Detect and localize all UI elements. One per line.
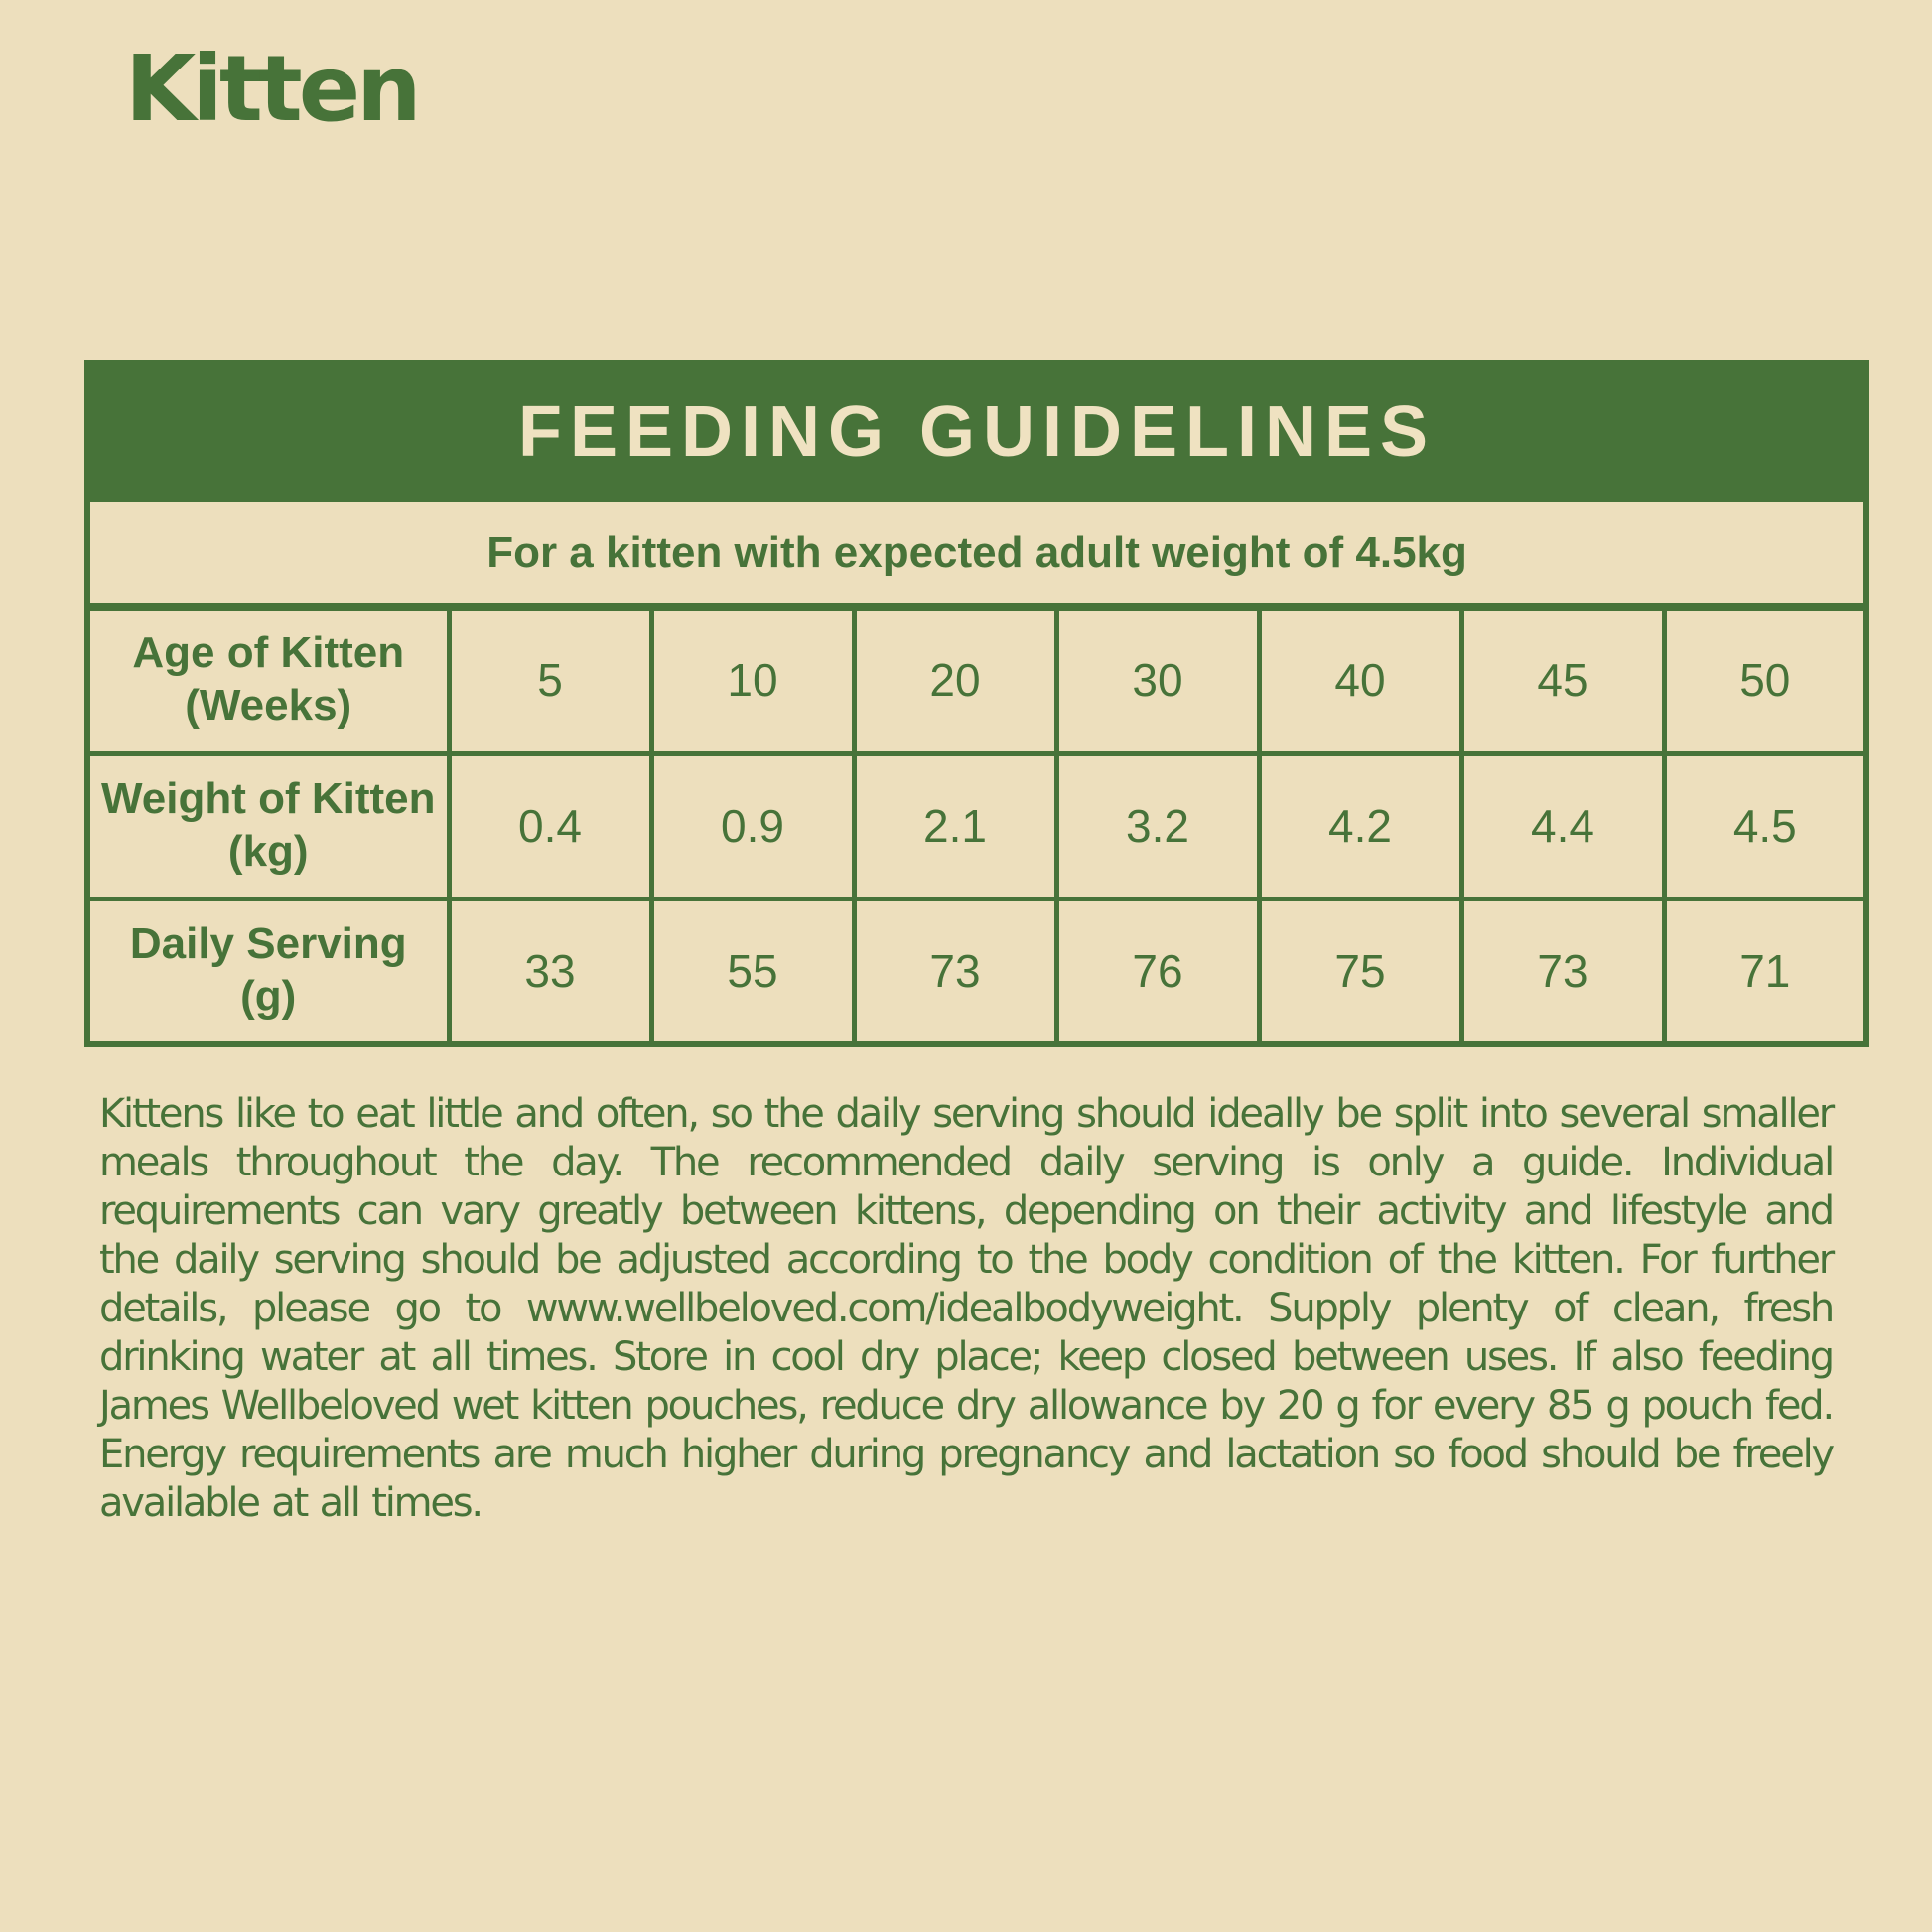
value-cell: 55 — [651, 898, 854, 1044]
row-label-age — [87, 607, 449, 753]
value-cell: 3.2 — [1056, 753, 1259, 898]
value-cell: 50 — [1664, 607, 1866, 753]
table-row-serving — [87, 898, 1866, 1044]
table-subtitle: For a kitten with expected adult weight of 4.5kg — [87, 500, 1866, 608]
value-cell: 71 — [1664, 898, 1866, 1044]
table-header-row — [87, 363, 1866, 500]
value-cell: 75 — [1259, 898, 1461, 1044]
value-cell: 5 — [449, 607, 651, 753]
value-cell: 0.9 — [651, 753, 854, 898]
value-cell: 40 — [1259, 607, 1461, 753]
value-cell: 0.4 — [449, 753, 651, 898]
table-subheader-row — [87, 500, 1866, 608]
table-row-weight — [87, 753, 1866, 898]
value-cell: 4.5 — [1664, 753, 1866, 898]
value-cell: 4.4 — [1461, 753, 1664, 898]
row-label-serving — [87, 898, 449, 1044]
row-label-weight — [87, 753, 449, 898]
value-cell: 33 — [449, 898, 651, 1044]
row-label-line2: (g) — [240, 972, 297, 1022]
table-title: FEEDING GUIDELINES — [87, 363, 1866, 500]
value-cell: 30 — [1056, 607, 1259, 753]
value-cell: 73 — [854, 898, 1056, 1044]
feeding-guidelines-table — [84, 360, 1869, 1047]
table-row-age — [87, 607, 1866, 753]
row-label-line2: (Weeks) — [185, 681, 352, 731]
value-cell: 20 — [854, 607, 1056, 753]
value-cell: 2.1 — [854, 753, 1056, 898]
value-cell: 45 — [1461, 607, 1664, 753]
page-title: Kitten — [125, 36, 418, 142]
value-cell: 76 — [1056, 898, 1259, 1044]
row-label-line1: Age of Kitten — [132, 628, 405, 678]
row-label-line2: (kg) — [227, 826, 309, 876]
feeding-notes: Kittens like to eat little and often, so the daily serving should ideally be split into several smaller meals throughout the day. The recommended daily serving is only a guide. Individual requirements can vary greatly between kittens, depending on their activity and lifestyle and the daily serving should be adjusted according to the body condition of the kitten. For further details, please go to www.wellbeloved.com/idealbodyweight. Supply plenty of clean, fresh drinking water at all times. Store in cool dry place; keep closed between uses. If also feeding James Wellbeloved wet kitten pouches, reduce dry allowance by 20 g for every 85 g pouch fed. Energy requirements are much higher during pregnancy and lactation so food should be freely available at all times. — [99, 1091, 1833, 1526]
value-cell: 73 — [1461, 898, 1664, 1044]
value-cell: 10 — [651, 607, 854, 753]
row-label-line1: Weight of Kitten — [101, 773, 436, 823]
value-cell: 4.2 — [1259, 753, 1461, 898]
row-label-line1: Daily Serving — [129, 919, 407, 969]
